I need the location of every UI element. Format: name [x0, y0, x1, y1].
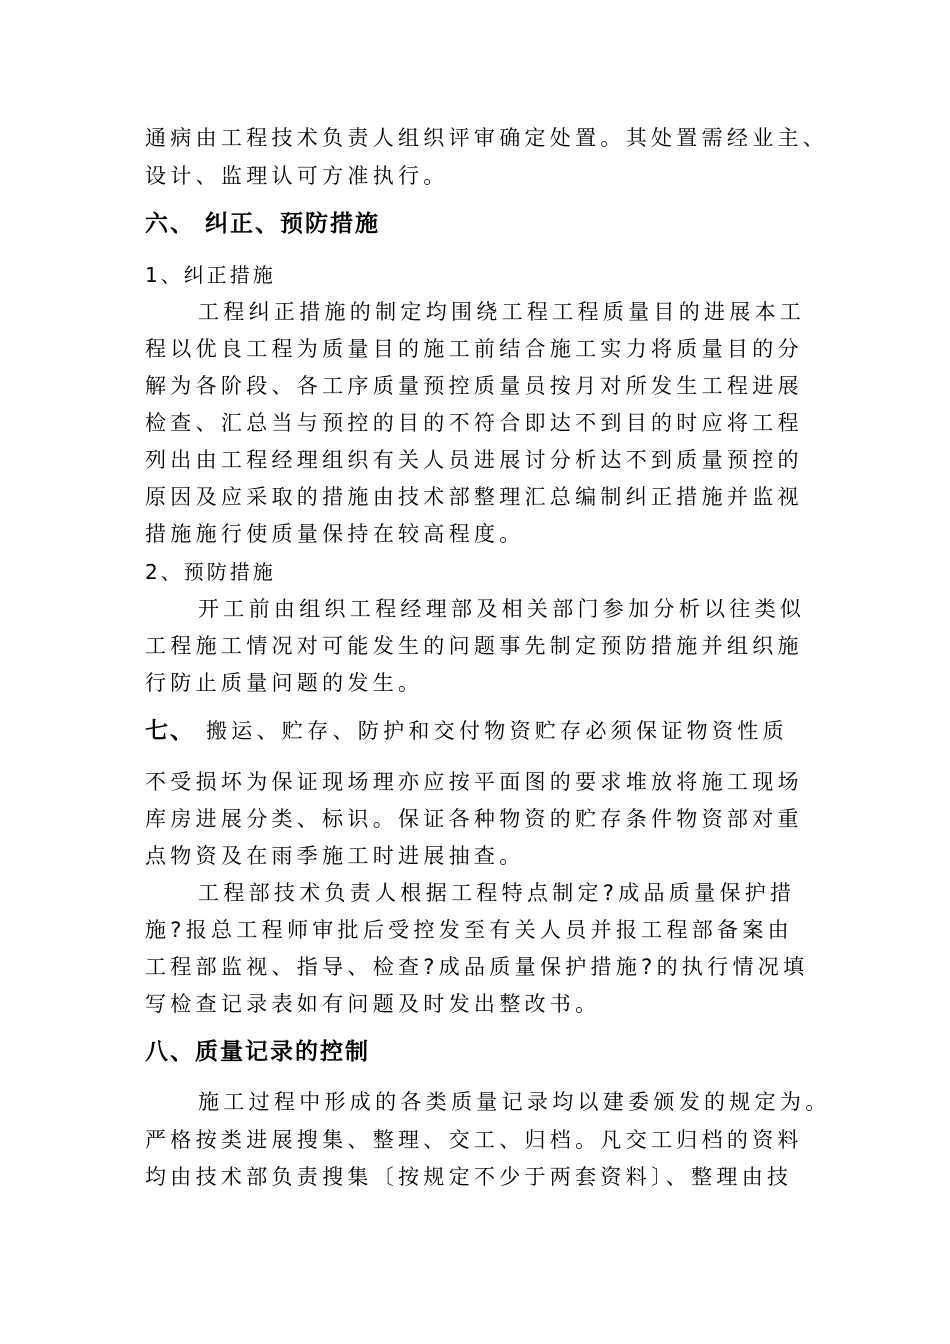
paragraph-line: 行防止质量问题的发生。 — [145, 671, 424, 695]
paragraph-line: 严格按类进展搜集、整理、交工、归档。凡交工归档的资料 — [145, 1128, 803, 1152]
section-heading-8: 八、质量记录的控制 — [145, 1039, 370, 1065]
section-heading-6: 六、 纠正、预防措施 — [145, 211, 381, 237]
paragraph-line: 写检查记录表如有问题及时发出整改书。 — [145, 992, 601, 1016]
paragraph-line: 程以优良工程为质量目的施工前结合施工实力将质量目的分 — [145, 337, 803, 361]
paragraph-line: 施?报总工程师审批后受控发至有关人员并报工程部备案由 — [145, 918, 793, 942]
paragraph-line: 设计、监理认可方准执行。 — [145, 164, 449, 188]
paragraph-line: 工程部监视、指导、检查?成品质量保护措施?的执行情况填 — [145, 955, 809, 979]
subheading-preventive: 2、预防措施 — [145, 560, 276, 584]
paragraph-line: 工程部技术负责人根据工程特点制定?成品质量保护措 — [198, 881, 796, 905]
subheading-corrective: 1、纠正措施 — [145, 263, 276, 287]
paragraph-line: 点物资及在雨季施工时进展抽查。 — [145, 844, 525, 868]
paragraph-line: 列出由工程经理组织有关人员进展讨分析达不到质量预控的 — [145, 448, 803, 472]
paragraph-line: 均由技术部负责搜集〔按规定不少于两套资料〕、整理由技 — [145, 1165, 793, 1189]
paragraph-line: 检查、汇总当与预控的目的不符合即达不到目的时应将工程 — [145, 411, 803, 435]
section-heading-7-text: 搬运、贮存、防护和交付物资贮存必须保证物资性质 — [205, 719, 788, 743]
paragraph-line: 工程施工情况对可能发生的问题事先制定预防措施并组织施 — [145, 634, 803, 658]
paragraph-line: 通病由工程技术负责人组织评审确定处置。其处置需经业主、 — [145, 126, 829, 150]
paragraph-line: 施工过程中形成的各类质量记录均以建委颁发的规定为。 — [198, 1090, 831, 1114]
paragraph-line: 工程纠正措施的制定均围绕工程工程质量目的进展本工 — [198, 300, 806, 324]
paragraph-line: 原因及应采取的措施由技术部整理汇总编制纠正措施并监视 — [145, 485, 803, 509]
paragraph-line: 库房进展分类、标识。保证各种物资的贮存条件物资部对重 — [145, 807, 803, 831]
paragraph-line: 措施施行使质量保持在较高程度。 — [145, 522, 525, 546]
paragraph-line: 解为各阶段、各工序质量预控质量员按月对所发生工程进展 — [145, 374, 803, 398]
paragraph-line: 开工前由组织工程经理部及相关部门参加分析以往类似 — [198, 597, 806, 621]
section-heading-7 — [145, 718, 788, 744]
section-heading-7-number: 七、 — [145, 718, 195, 744]
paragraph-line: 不受损坏为保证现场理亦应按平面图的要求堆放将施工现场 — [145, 770, 803, 794]
